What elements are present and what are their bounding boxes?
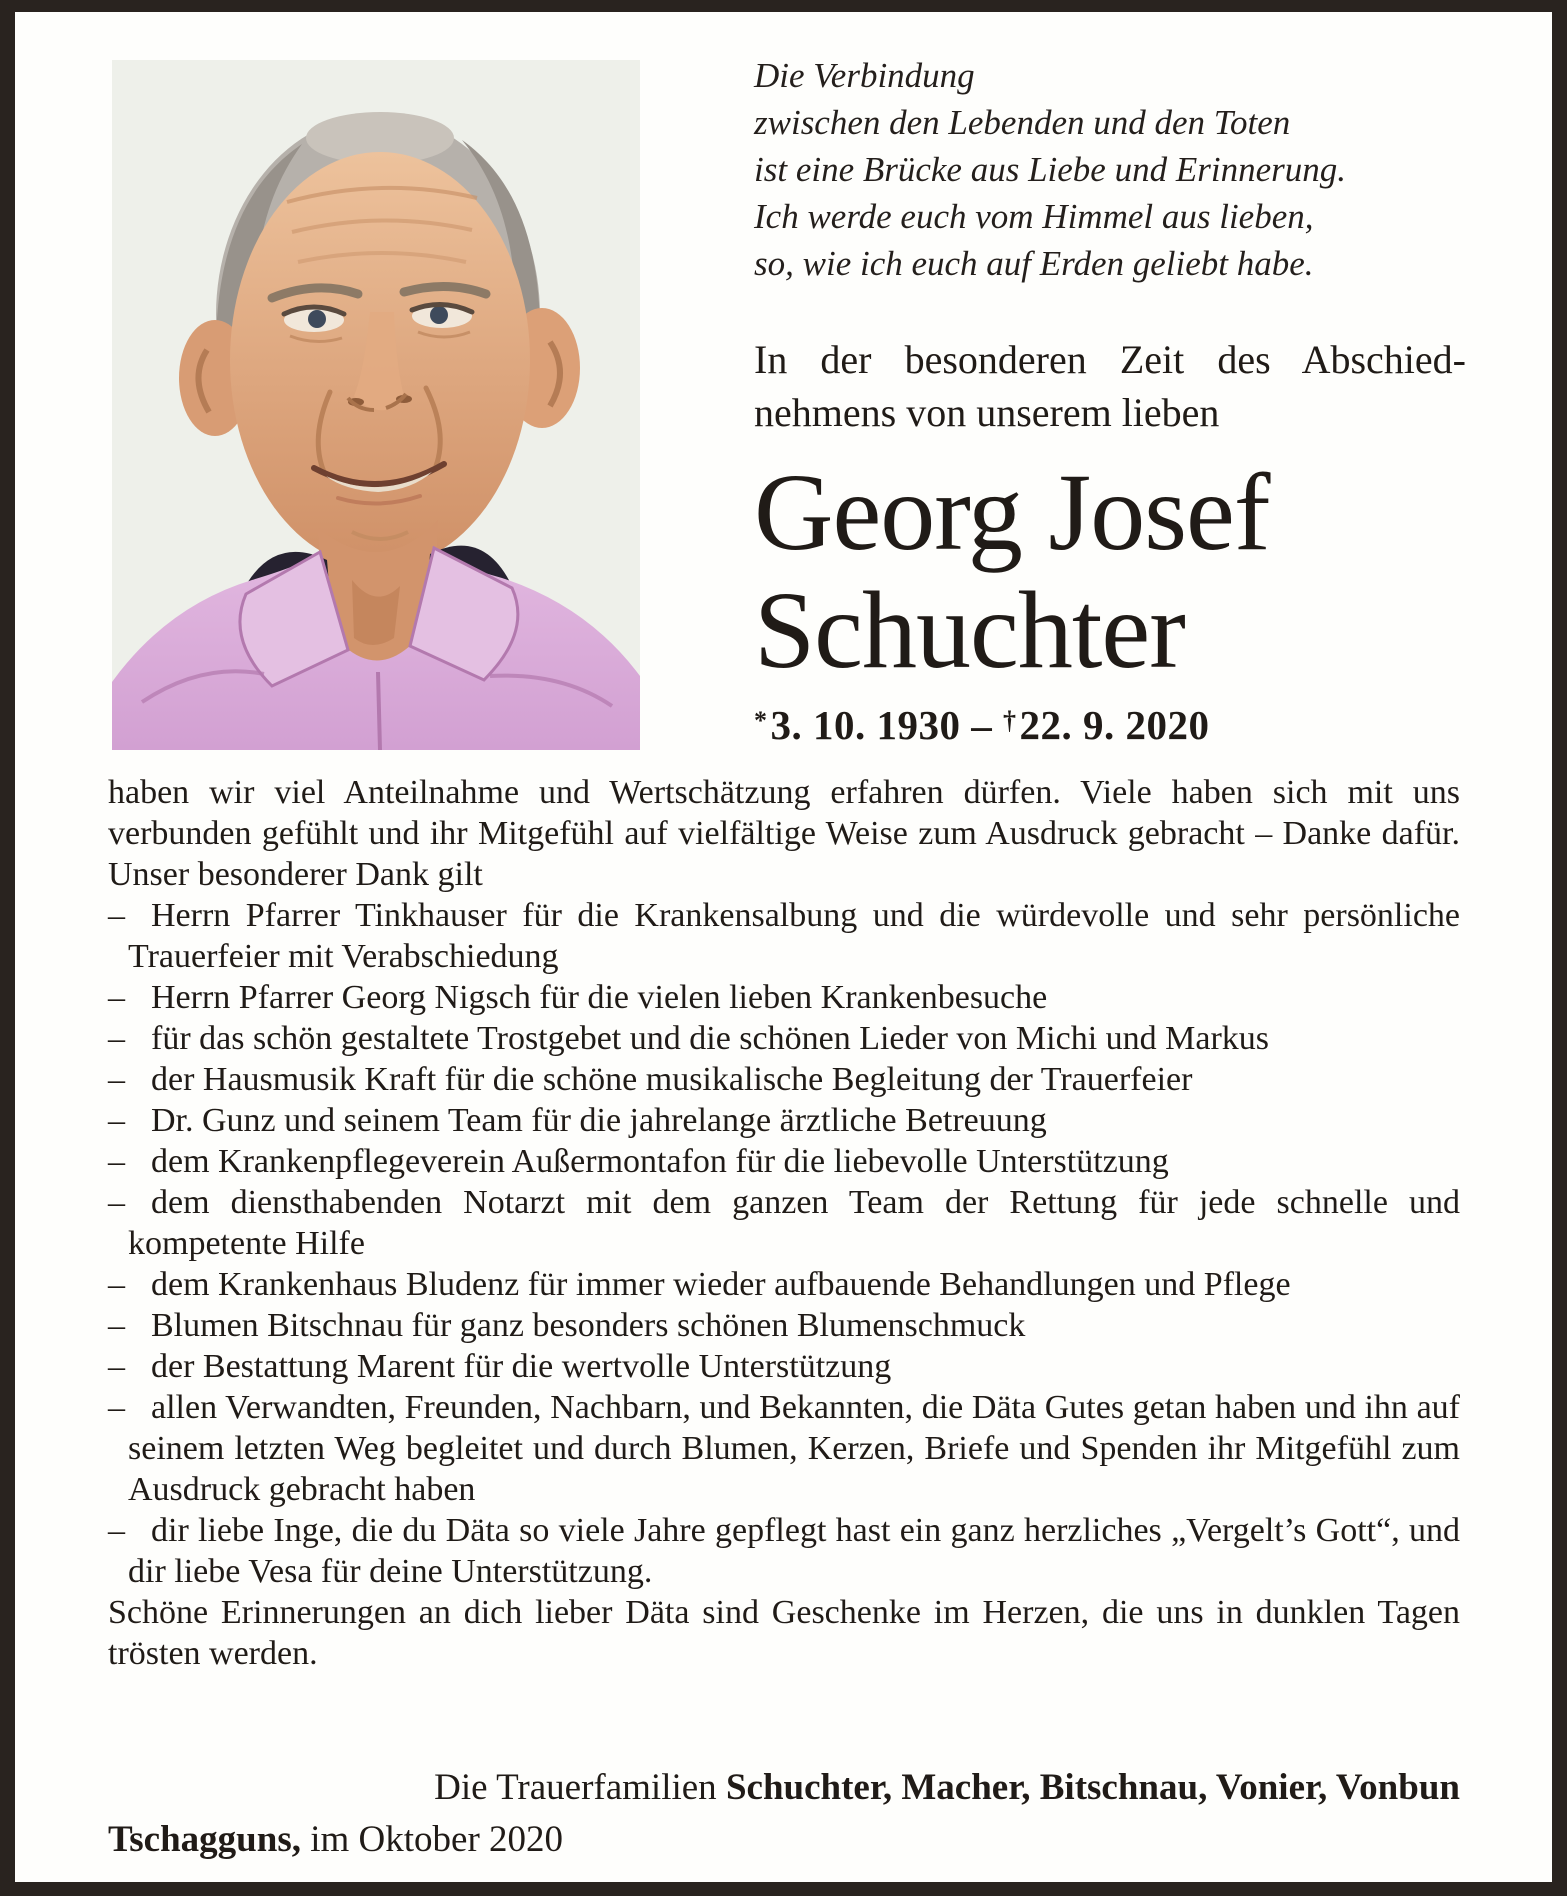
list-item [108, 895, 1460, 977]
dash-marker: – [108, 897, 125, 934]
list-item [108, 977, 1460, 1018]
dash-marker: – [108, 979, 125, 1016]
list-item-text: Herrn Pfarrer Georg Nigsch für die vielen lieben Krankenbesuche [151, 979, 1048, 1016]
list-item [108, 1018, 1460, 1059]
memorial-quote [754, 52, 1466, 287]
list-item [108, 1510, 1460, 1592]
deceased-name-line2: Schuchter [754, 569, 1185, 691]
signature-families: Schuchter, Macher, Bitschnau, Vonier, Vonbun [725, 1767, 1460, 1808]
life-dates [754, 701, 1466, 749]
dash-marker: – [108, 1143, 125, 1180]
signature-prefix: Die Trauerfamilien [434, 1767, 717, 1808]
quote-line: Die Verbindung [754, 56, 975, 95]
quote-line: ist eine Brücke aus Liebe und Erinnerung. [754, 150, 1346, 189]
quote-line: so, wie ich euch auf Erden geliebt habe. [754, 244, 1314, 283]
list-item-text: Herrn Pfarrer Tinkhauser für die Krankensalbung und die würdevolle und sehr persönliche Trauerfeier mit Verabschiedung [128, 897, 1460, 975]
dash-marker: – [108, 1512, 125, 1549]
signature-place-date-line [108, 1814, 1460, 1866]
list-item [108, 1141, 1460, 1182]
portrait-illustration [112, 60, 640, 750]
dates-separator: – [971, 702, 993, 748]
signature-section [108, 1762, 1460, 1866]
birth-star-icon: * [754, 706, 768, 735]
dash-marker: – [108, 1184, 125, 1221]
intro-text [754, 333, 1466, 439]
list-item [108, 1182, 1460, 1264]
list-item-text: allen Verwandten, Freunden, Nachbarn, und Bekannten, die Däta Gutes getan haben und ihn auf seinem letzten Weg begleitet und durch Blumen, Kerzen, Briefe und Spenden ihr Mitgefühl zum Ausdruck gebracht haben [128, 1389, 1460, 1508]
dash-marker: – [108, 1307, 125, 1344]
list-item-text: der Bestattung Marent für die wertvolle Unterstützung [151, 1348, 892, 1385]
dash-marker: – [108, 1020, 125, 1057]
list-item [108, 1059, 1460, 1100]
dash-marker: – [108, 1389, 125, 1426]
header-section [15, 12, 1552, 756]
thanks-intro: haben wir viel Anteilnahme und Wertschätzung erfahren dürfen. Viele haben sich mit uns verbunden gefühlt und ihr Mitgefühl auf vielfältige Weise zum Ausdruck gebracht – Danke dafür. Unser besonderer Dank gilt [108, 774, 1460, 893]
signature-location: Tschagguns, [108, 1819, 301, 1860]
dash-marker: – [108, 1266, 125, 1303]
list-item-text: Dr. Gunz und seinem Team für die jahrelange ärztliche Betreuung [151, 1102, 1047, 1139]
deceased-name-line1: Georg Josef [754, 451, 1270, 573]
quote-line: zwischen den Lebenden und den Toten [754, 103, 1291, 142]
list-item [108, 1346, 1460, 1387]
death-cross-icon: † [1003, 706, 1017, 735]
list-item [108, 1264, 1460, 1305]
list-item [108, 1387, 1460, 1510]
portrait-photo [112, 60, 640, 750]
signature-families-line [108, 1762, 1460, 1814]
quote-line: Ich werde euch vom Himmel aus lieben, [754, 197, 1314, 236]
dash-marker: – [108, 1061, 125, 1098]
dash-marker: – [108, 1348, 125, 1385]
list-item-text: dem Krankenhaus Bludenz für immer wieder aufbauende Behandlungen und Pflege [151, 1266, 1291, 1303]
list-item-text: der Hausmusik Kraft für die schöne musikalische Begleitung der Trauerfeier [151, 1061, 1193, 1098]
list-item-text: dem diensthabenden Notarzt mit dem ganzen Team der Rettung für jede schnelle und kompetente Hilfe [128, 1184, 1460, 1262]
dash-marker: – [108, 1102, 125, 1139]
death-date: 22. 9. 2020 [1019, 702, 1210, 748]
intro-line: In der besonderen Zeit des Abschied- [754, 337, 1466, 382]
list-item-text: dir liebe Inge, die du Däta so viele Jahre gepflegt hast ein ganz herzliches „Vergelt’s Gott“, und dir liebe Vesa für deine Unterstützung. [128, 1512, 1460, 1590]
list-item-text: dem Krankenpflegeverein Außermontafon für die liebevolle Unterstützung [151, 1143, 1169, 1180]
thanks-section [108, 772, 1460, 1674]
list-item-text: für das schön gestaltete Trostgebet und die schönen Lieder von Michi und Markus [151, 1020, 1270, 1057]
list-item [108, 1100, 1460, 1141]
header-right-column [754, 52, 1466, 749]
signature-date: im Oktober 2020 [310, 1819, 564, 1860]
intro-line: nehmens von unserem lieben [754, 390, 1220, 435]
deceased-name [754, 453, 1466, 689]
list-item [108, 1305, 1460, 1346]
thanks-list [108, 895, 1460, 1592]
closing-text: Schöne Erinnerungen an dich lieber Däta sind Geschenke im Herzen, die uns in dunklen Tagen trösten werden. [108, 1594, 1460, 1672]
list-item-text: Blumen Bitschnau für ganz besonders schönen Blumenschmuck [151, 1307, 1026, 1344]
birth-date: 3. 10. 1930 [770, 702, 961, 748]
